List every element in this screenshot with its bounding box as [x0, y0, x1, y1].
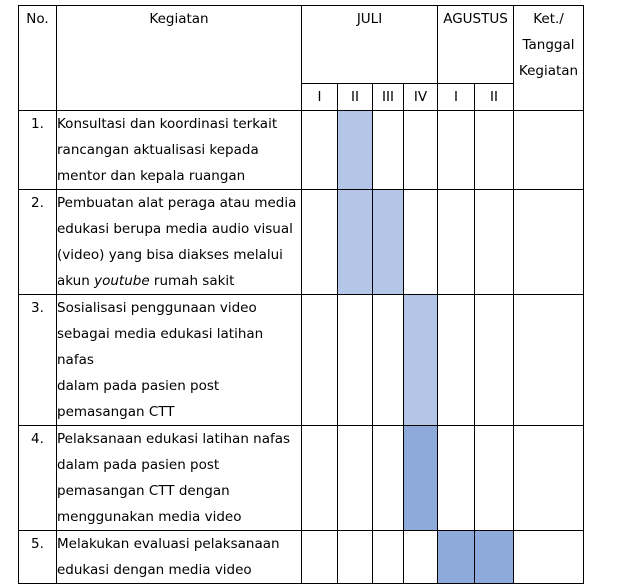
ket-cell: [514, 426, 584, 531]
schedule-cell: [438, 426, 475, 531]
table-row: [19, 426, 584, 531]
schedule-cell: [438, 190, 475, 295]
week-juli-3: III: [373, 84, 404, 111]
schedule-cell: [404, 531, 438, 584]
schedule-cell: [338, 295, 373, 426]
activity-description: [57, 111, 302, 190]
activity-line: dalam pada pasien post: [57, 378, 220, 394]
schedule-cell: [404, 295, 438, 426]
schedule-cell: [404, 190, 438, 295]
schedule-cell: [338, 190, 373, 295]
activity-text: rumah sakit: [149, 273, 235, 289]
schedule-cell: [338, 111, 373, 190]
ket-cell: [514, 111, 584, 190]
activity-line: pemasangan CTT dengan: [57, 483, 230, 499]
activity-line: Pelaksanaan edukasi latihan nafas: [57, 431, 291, 447]
schedule-cell: [475, 111, 514, 190]
schedule-cell: [373, 295, 404, 426]
schedule-cell: [373, 111, 404, 190]
schedule-cell: [404, 111, 438, 190]
schedule-table: [18, 5, 584, 584]
table-row: [19, 531, 584, 584]
schedule-cell: [302, 295, 338, 426]
schedule-cell: [338, 531, 373, 584]
table-row: [19, 295, 584, 426]
header-ket-line2: Tanggal: [522, 37, 575, 53]
activity-line: dalam pada pasien post: [57, 457, 220, 473]
schedule-cell: [475, 531, 514, 584]
row-number: 3.: [19, 295, 57, 426]
activity-line: Pembuatan alat peraga atau media: [57, 195, 297, 211]
header-ket-line3: Kegiatan: [518, 63, 579, 79]
header-month-agustus: AGUSTUS: [438, 6, 514, 84]
header-row: [19, 6, 584, 84]
week-agustus-2: II: [475, 84, 514, 111]
activity-line: Melakukan evaluasi pelaksanaan: [57, 536, 280, 552]
activity-description: [57, 531, 302, 584]
header-kegiatan: Kegiatan: [57, 6, 302, 111]
activity-line: pemasangan CTT: [57, 404, 175, 420]
row-number: 5.: [19, 531, 57, 584]
week-agustus-1: I: [438, 84, 475, 111]
schedule-cell: [302, 531, 338, 584]
row-number: 2.: [19, 190, 57, 295]
schedule-cell: [404, 426, 438, 531]
activity-line: Konsultasi dan koordinasi terkait: [57, 116, 278, 132]
schedule-cell: [475, 426, 514, 531]
schedule-cell: [373, 190, 404, 295]
activity-line: [57, 268, 301, 294]
schedule-cell: [475, 190, 514, 295]
schedule-cell: [338, 426, 373, 531]
activity-line: sebagai media edukasi latihan nafas: [57, 326, 264, 368]
activity-text: akun: [57, 273, 95, 289]
week-juli-2: II: [338, 84, 373, 111]
activity-description: [57, 190, 302, 295]
row-number: 1.: [19, 111, 57, 190]
table-row: [19, 190, 584, 295]
activity-line: Sosialisasi penggunaan video: [57, 300, 257, 316]
header-ket-line1: Ket./: [533, 11, 564, 27]
week-juli-1: I: [302, 84, 338, 111]
header-no: No.: [19, 6, 57, 111]
table-row: [19, 111, 584, 190]
activity-description: [57, 295, 302, 426]
header-month-juli: JULI: [302, 6, 438, 84]
schedule-cell: [373, 426, 404, 531]
ket-cell: [514, 531, 584, 584]
schedule-cell: [438, 111, 475, 190]
activity-line: edukasi dengan media video: [57, 562, 252, 578]
activity-line: mentor dan kepala ruangan: [57, 168, 246, 184]
ket-cell: [514, 295, 584, 426]
activity-line: edukasi berupa media audio visual: [57, 221, 293, 237]
schedule-cell: [302, 190, 338, 295]
activity-line: menggunakan media video: [57, 509, 242, 525]
row-number: 4.: [19, 426, 57, 531]
schedule-cell: [302, 426, 338, 531]
activity-description: [57, 426, 302, 531]
activity-line: (video) yang bisa diakses melalui: [57, 247, 283, 263]
header-ket-tanggal-kegiatan: [514, 6, 584, 111]
schedule-cell: [438, 295, 475, 426]
activity-emphasis: youtube: [94, 273, 150, 289]
schedule-cell: [438, 531, 475, 584]
ket-cell: [514, 190, 584, 295]
schedule-cell: [302, 111, 338, 190]
activity-line: rancangan aktualisasi kepada: [57, 142, 259, 158]
schedule-cell: [373, 531, 404, 584]
schedule-cell: [475, 295, 514, 426]
week-juli-4: IV: [404, 84, 438, 111]
